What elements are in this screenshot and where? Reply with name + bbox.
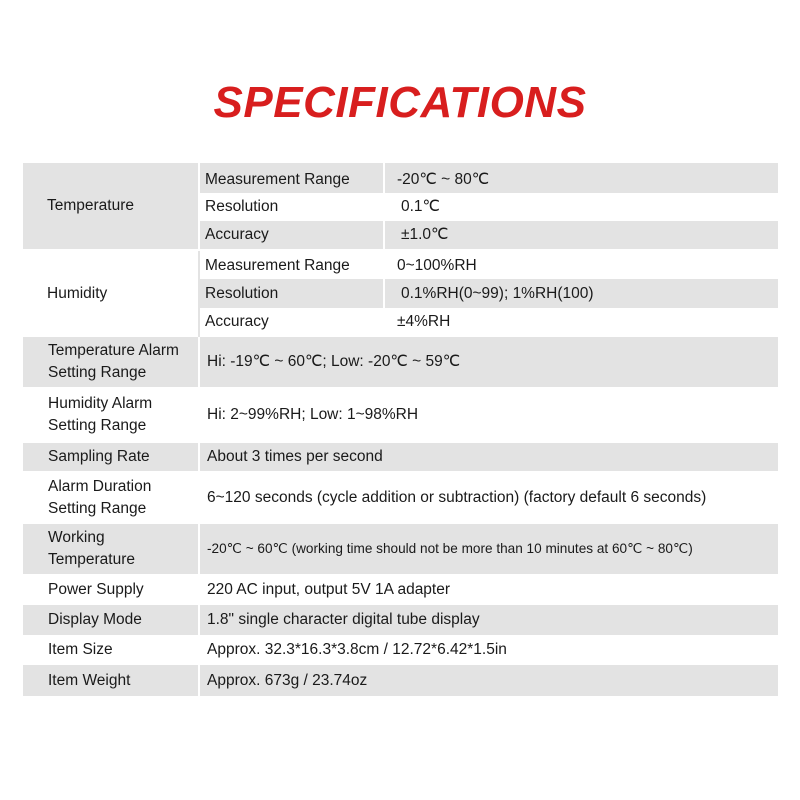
spec-label: Sampling Rate [48,448,150,465]
sub-spec-name: Measurement Range [205,257,350,274]
spec-group-temperature [23,163,778,249]
spec-label: Power Supply [48,581,144,598]
spec-label: Alarm Duration Setting Range [48,478,152,517]
sub-spec-name: Measurement Range [205,171,350,188]
spec-label: Item Weight [48,671,131,689]
spec-group-humidity [23,251,778,337]
group-label: Temperature [47,197,135,214]
spec-row [23,524,778,574]
spec-label: Temperature Alarm Setting Range [48,342,179,381]
spec-value: 1.8" single character digital tube display [207,611,480,628]
spec-row [23,576,778,604]
spec-row [23,389,778,441]
sub-spec-name: Accuracy [205,313,269,330]
spec-value: 220 AC input, output 5V 1A adapter [207,581,451,598]
spec-row [23,605,778,635]
spec-row [23,337,778,387]
group-label: Humidity [47,285,108,302]
spec-value: Approx. 673g / 23.74oz [207,671,368,689]
spec-value: Hi: -19℃ ~ 60℃; Low: -20℃ ~ 59℃ [207,353,461,370]
spec-label: Working Temperature [48,529,136,568]
sub-spec-value: ±1.0℃ [401,226,449,243]
spec-row [23,636,778,664]
sub-spec-value: 0.1℃ [401,198,440,215]
spec-value: -20℃ ~ 60℃ (working time should not be more than 10 minutes at 60℃ ~ 80℃) [207,541,693,556]
sub-spec-name: Resolution [205,198,279,215]
spec-row [23,473,778,523]
spec-row [23,443,778,471]
sub-spec-value: ±4%RH [397,313,451,330]
sub-spec-name: Accuracy [205,226,269,243]
sub-spec-value: 0.1%RH(0~99); 1%RH(100) [401,285,594,302]
spec-value: About 3 times per second [207,448,383,465]
spec-row [23,665,778,696]
spec-value: Hi: 2~99%RH; Low: 1~98%RH [207,406,419,423]
spec-label: Humidity Alarm Setting Range [48,395,153,434]
spec-table [23,163,778,696]
page-title: SPECIFICATIONS [213,78,587,127]
sub-spec-value: 0~100%RH [397,257,477,274]
spec-value: Approx. 32.3*16.3*3.8cm / 12.72*6.42*1.5in [207,641,507,658]
spec-label: Item Size [48,641,113,658]
sub-spec-value: -20℃ ~ 80℃ [397,171,490,188]
spec-value: 6~120 seconds (cycle addition or subtraction) (factory default 6 seconds) [207,489,707,506]
sub-spec-name: Resolution [205,285,279,302]
spec-label: Display Mode [48,611,142,628]
